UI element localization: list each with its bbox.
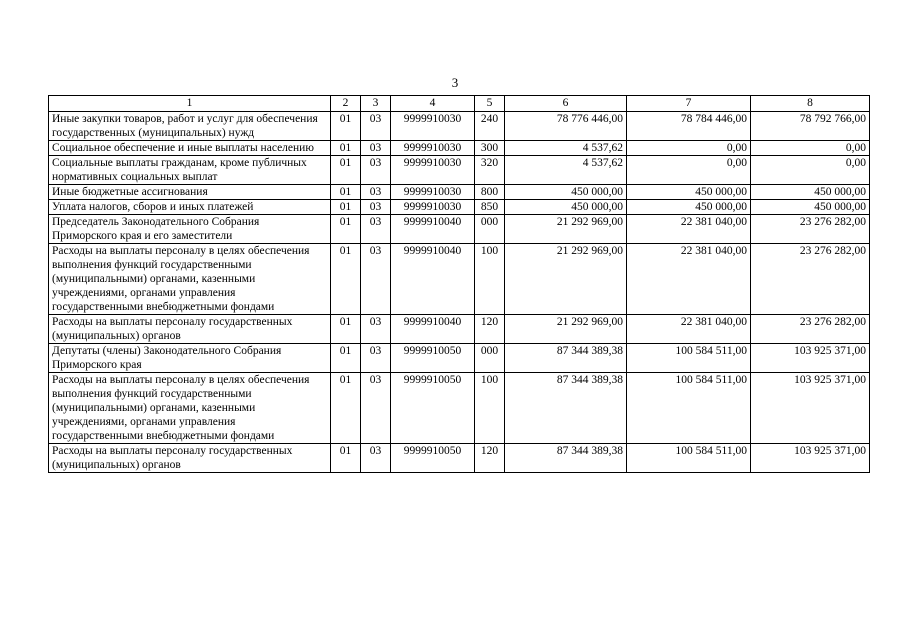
cell-amount-col7: 100 584 511,00 <box>627 444 751 473</box>
cell-expense-type: 100 <box>475 244 505 315</box>
cell-subsection: 03 <box>361 444 391 473</box>
cell-amount-col8: 0,00 <box>751 156 870 185</box>
cell-name: Расходы на выплаты персоналу государственных (муниципальных) органов <box>49 315 331 344</box>
cell-amount-col8: 103 925 371,00 <box>751 444 870 473</box>
cell-amount-col8: 450 000,00 <box>751 200 870 215</box>
cell-amount-col7: 78 784 446,00 <box>627 112 751 141</box>
cell-section: 01 <box>331 141 361 156</box>
cell-amount-col8: 103 925 371,00 <box>751 373 870 444</box>
header-row <box>49 96 870 112</box>
table-body <box>49 112 870 473</box>
column-header-5: 5 <box>475 96 505 112</box>
cell-expense-type: 000 <box>475 344 505 373</box>
cell-subsection: 03 <box>361 141 391 156</box>
cell-amount-col6: 21 292 969,00 <box>505 244 627 315</box>
table-row <box>49 315 870 344</box>
cell-section: 01 <box>331 156 361 185</box>
table-row <box>49 141 870 156</box>
cell-target-article: 9999910050 <box>391 344 475 373</box>
cell-name: Расходы на выплаты персоналу в целях обеспечения выполнения функций государственными (муниципальными) органами, казенными учреждениями, органами управления государственными внебюджетными фондами <box>49 244 331 315</box>
cell-expense-type: 120 <box>475 315 505 344</box>
table-header <box>49 96 870 112</box>
page-number: 3 <box>451 75 459 90</box>
budget-table <box>48 95 870 473</box>
cell-amount-col7: 0,00 <box>627 141 751 156</box>
cell-section: 01 <box>331 200 361 215</box>
cell-section: 01 <box>331 215 361 244</box>
cell-subsection: 03 <box>361 315 391 344</box>
cell-section: 01 <box>331 315 361 344</box>
cell-name: Социальные выплаты гражданам, кроме публичных нормативных социальных выплат <box>49 156 331 185</box>
column-header-4: 4 <box>391 96 475 112</box>
table-row <box>49 373 870 444</box>
table-row <box>49 344 870 373</box>
cell-amount-col8: 23 276 282,00 <box>751 315 870 344</box>
cell-expense-type: 240 <box>475 112 505 141</box>
cell-name: Иные закупки товаров, работ и услуг для обеспечения государственных (муниципальных) нужд <box>49 112 331 141</box>
column-header-7: 7 <box>627 96 751 112</box>
cell-target-article: 9999910030 <box>391 185 475 200</box>
cell-amount-col7: 22 381 040,00 <box>627 215 751 244</box>
table-row <box>49 244 870 315</box>
cell-name: Уплата налогов, сборов и иных платежей <box>49 200 331 215</box>
cell-amount-col6: 450 000,00 <box>505 200 627 215</box>
table-row <box>49 444 870 473</box>
cell-subsection: 03 <box>361 344 391 373</box>
cell-amount-col6: 87 344 389,38 <box>505 373 627 444</box>
cell-expense-type: 800 <box>475 185 505 200</box>
cell-target-article: 9999910050 <box>391 373 475 444</box>
column-header-2: 2 <box>331 96 361 112</box>
cell-subsection: 03 <box>361 156 391 185</box>
cell-target-article: 9999910040 <box>391 244 475 315</box>
cell-expense-type: 100 <box>475 373 505 444</box>
cell-name: Социальное обеспечение и иные выплаты населению <box>49 141 331 156</box>
cell-amount-col8: 450 000,00 <box>751 185 870 200</box>
cell-target-article: 9999910040 <box>391 215 475 244</box>
cell-amount-col6: 450 000,00 <box>505 185 627 200</box>
table-row <box>49 112 870 141</box>
cell-subsection: 03 <box>361 244 391 315</box>
cell-amount-col6: 4 537,62 <box>505 156 627 185</box>
table-row <box>49 200 870 215</box>
cell-subsection: 03 <box>361 185 391 200</box>
cell-amount-col7: 100 584 511,00 <box>627 344 751 373</box>
cell-amount-col8: 23 276 282,00 <box>751 244 870 315</box>
cell-amount-col8: 23 276 282,00 <box>751 215 870 244</box>
cell-name: Расходы на выплаты персоналу в целях обеспечения выполнения функций государственными (муниципальными) органами, казенными учреждениями, органами управления государственными внебюджетными фондами <box>49 373 331 444</box>
cell-amount-col7: 22 381 040,00 <box>627 315 751 344</box>
cell-subsection: 03 <box>361 373 391 444</box>
cell-section: 01 <box>331 185 361 200</box>
cell-name: Иные бюджетные ассигнования <box>49 185 331 200</box>
cell-target-article: 9999910030 <box>391 112 475 141</box>
cell-amount-col6: 4 537,62 <box>505 141 627 156</box>
column-header-3: 3 <box>361 96 391 112</box>
cell-amount-col6: 87 344 389,38 <box>505 444 627 473</box>
column-header-8: 8 <box>751 96 870 112</box>
cell-section: 01 <box>331 244 361 315</box>
table-row <box>49 215 870 244</box>
cell-amount-col8: 78 792 766,00 <box>751 112 870 141</box>
cell-subsection: 03 <box>361 112 391 141</box>
cell-amount-col7: 450 000,00 <box>627 185 751 200</box>
column-header-1: 1 <box>49 96 331 112</box>
cell-name: Председатель Законодательного Собрания Приморского края и его заместители <box>49 215 331 244</box>
cell-amount-col7: 450 000,00 <box>627 200 751 215</box>
cell-expense-type: 320 <box>475 156 505 185</box>
cell-name: Расходы на выплаты персоналу государственных (муниципальных) органов <box>49 444 331 473</box>
cell-amount-col6: 87 344 389,38 <box>505 344 627 373</box>
cell-target-article: 9999910030 <box>391 200 475 215</box>
cell-amount-col6: 21 292 969,00 <box>505 315 627 344</box>
cell-expense-type: 120 <box>475 444 505 473</box>
cell-amount-col7: 0,00 <box>627 156 751 185</box>
cell-amount-col6: 21 292 969,00 <box>505 215 627 244</box>
cell-target-article: 9999910030 <box>391 141 475 156</box>
cell-expense-type: 850 <box>475 200 505 215</box>
cell-target-article: 9999910030 <box>391 156 475 185</box>
cell-amount-col8: 103 925 371,00 <box>751 344 870 373</box>
cell-expense-type: 300 <box>475 141 505 156</box>
table-row <box>49 185 870 200</box>
cell-amount-col8: 0,00 <box>751 141 870 156</box>
cell-section: 01 <box>331 373 361 444</box>
column-header-6: 6 <box>505 96 627 112</box>
cell-section: 01 <box>331 444 361 473</box>
cell-subsection: 03 <box>361 200 391 215</box>
table-row <box>49 156 870 185</box>
cell-target-article: 9999910050 <box>391 444 475 473</box>
cell-name: Депутаты (члены) Законодательного Собрания Приморского края <box>49 344 331 373</box>
cell-target-article: 9999910040 <box>391 315 475 344</box>
cell-subsection: 03 <box>361 215 391 244</box>
cell-amount-col7: 100 584 511,00 <box>627 373 751 444</box>
cell-expense-type: 000 <box>475 215 505 244</box>
cell-amount-col6: 78 776 446,00 <box>505 112 627 141</box>
cell-amount-col7: 22 381 040,00 <box>627 244 751 315</box>
cell-section: 01 <box>331 344 361 373</box>
cell-section: 01 <box>331 112 361 141</box>
